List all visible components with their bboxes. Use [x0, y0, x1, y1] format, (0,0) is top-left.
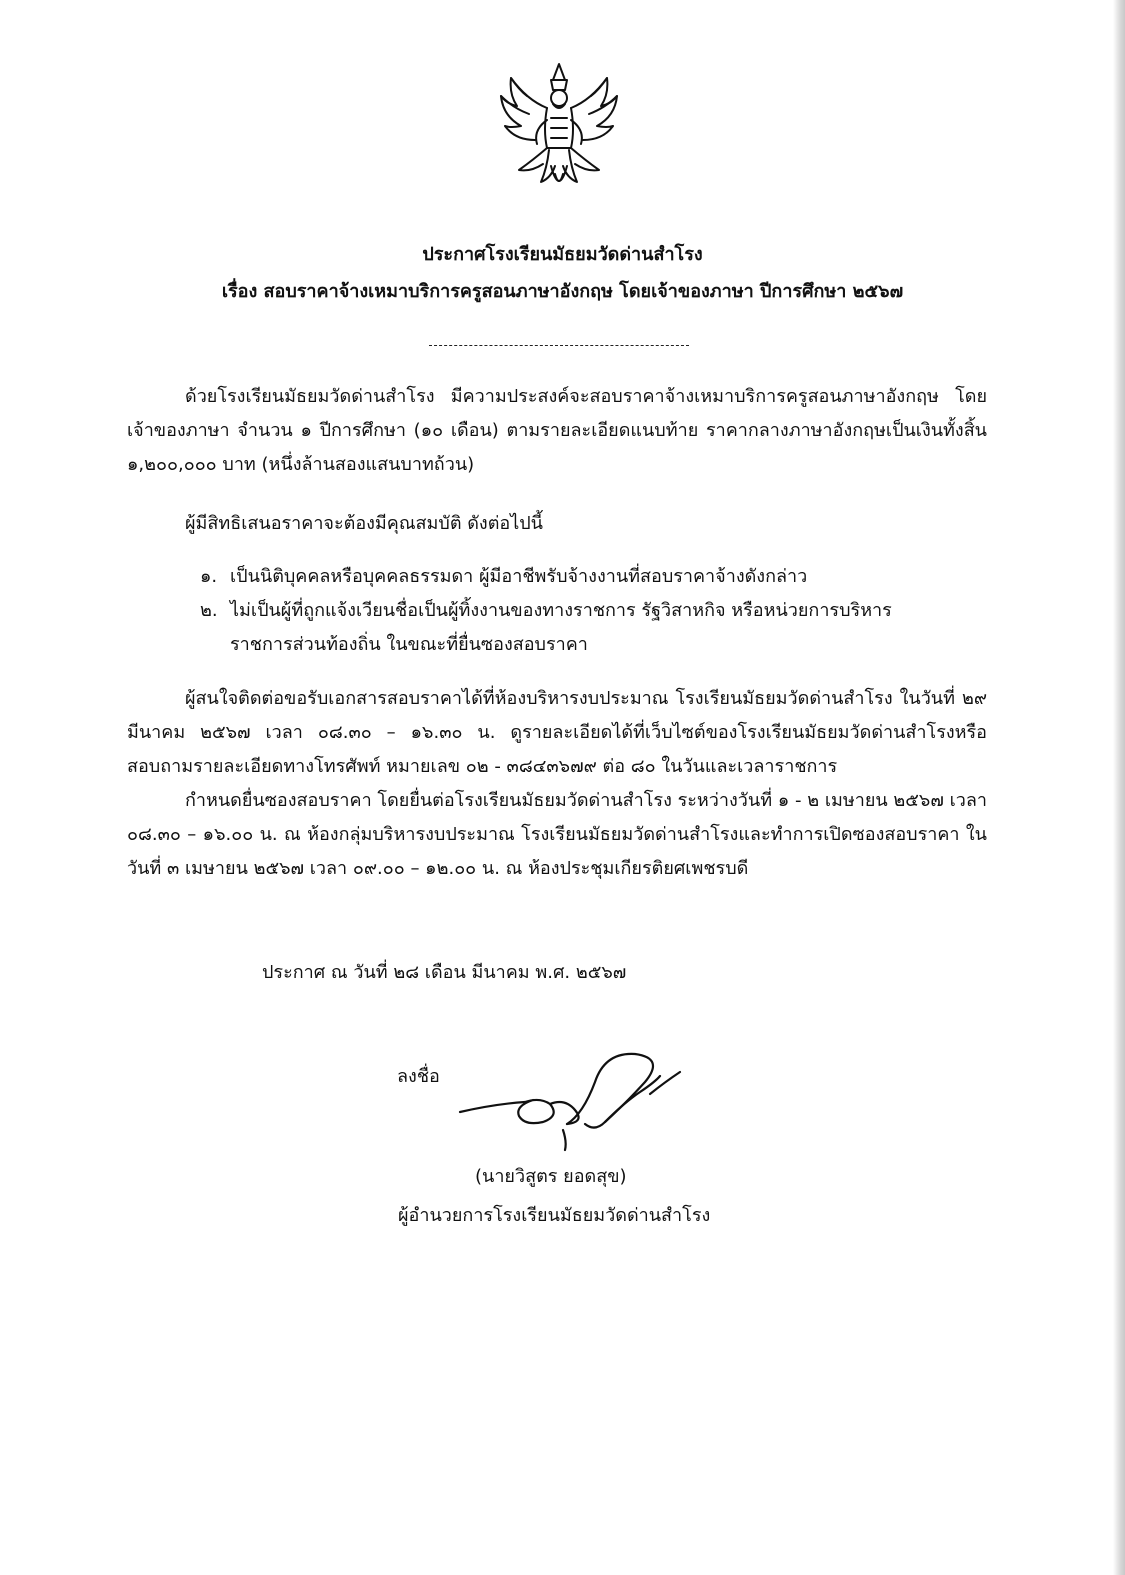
- signature-label: ลงชื่อ: [397, 1066, 440, 1087]
- handwritten-signature: [455, 1042, 695, 1162]
- submission-paragraph: กำหนดยื่นซองสอบราคา โดยยื่นต่อโรงเรียนมัธยมวัดด่านสำโรง ระหว่างวันที่ ๑ - ๒ เมษายน ๒๕๖๗ เวลา ๐๘.๓๐ – ๑๖.๐๐ น. ณ ห้องกลุ่มบริหารงบประมาณ โรงเรียนมัธยมวัดด่านสำโรงและทำการเปิดซองสอบราคา ในวันที่ ๓ เมษายน ๒๕๖๗ เวลา ๐๙.๐๐ – ๑๒.๐๐ น. ณ ห้องประชุมเกียรติยศเพชรบดี: [127, 790, 987, 879]
- intro-text: ด้วยโรงเรียนมัธยมวัดด่านสำโรง มีความประสงค์จะสอบราคาจ้างเหมาบริการครูสอนภาษาอังกฤษ โดยเจ้าของภาษา จำนวน ๑ ปีการศึกษา (๑๐ เดือน) ตามรายละเอียดแนบท้าย ราคากลางภาษาอังกฤษเป็นเงินทั้งสิ้น ๑,๒๐๐,๐๐๐ บาท (หนึ่งล้านสองแสนบาทถ้วน): [127, 386, 987, 475]
- announcement-subject: เรื่อง สอบราคาจ้างเหมาบริการครูสอนภาษาอังกฤษ โดยเจ้าของภาษา ปีการศึกษา ๒๕๖๗: [221, 281, 904, 302]
- intro-paragraph: [127, 380, 987, 482]
- garuda-emblem-icon: [497, 60, 621, 200]
- scan-edge-shadow: [1113, 0, 1125, 1575]
- item-text: เป็นนิติบุคคลหรือบุคคลธรรมดา ผู้มีอาชีพรับจ้างงานที่สอบราคาจ้างดังกล่าว: [230, 566, 808, 587]
- qualification-item-1: [200, 560, 990, 594]
- title-divider: [429, 345, 689, 346]
- item-number: ๒.: [200, 600, 218, 621]
- signatory-name: (นายวิสูตร ยอดสุข): [475, 1166, 627, 1187]
- announcement-title: ประกาศโรงเรียนมัธยมวัดด่านสำโรง: [422, 244, 703, 265]
- contact-paragraph: ผู้สนใจติดต่อขอรับเอกสารสอบราคาได้ที่ห้องบริหารงบประมาณ โรงเรียนมัธยมวัดด่านสำโรง ในวันที่ ๒๙ มีนาคม ๒๕๖๗ เวลา ๐๘.๓๐ – ๑๖.๓๐ น. ดูรายละเอียดได้ที่เว็บไซต์ของโรงเรียนมัธยมวัดด่านสำโรงหรือสอบถามรายละเอียดทางโทรศัพท์ หมายเลข ๐๒ - ๓๘๔๓๖๗๙ ต่อ ๘๐ ในวันและเวลาราชการ: [127, 688, 987, 777]
- signatory-position: ผู้อำนวยการโรงเรียนมัธยมวัดด่านสำโรง: [398, 1205, 711, 1226]
- details-section: [127, 682, 987, 886]
- item-number: ๑.: [200, 566, 218, 587]
- announce-date: ประกาศ ณ วันที่ ๒๘ เดือน มีนาคม พ.ศ. ๒๕๖๗: [262, 962, 627, 983]
- item-text: ไม่เป็นผู้ที่ถูกแจ้งเวียนชื่อเป็นผู้ทิ้งงานของทางราชการ รัฐวิสาหกิจ หรือหน่วยการบริหารราชการส่วนท้องถิ่น ในขณะที่ยื่นซองสอบราคา: [230, 600, 892, 655]
- qualification-item-2: [200, 594, 920, 662]
- qualifications-heading: ผู้มีสิทธิเสนอราคาจะต้องมีคุณสมบัติ ดังต่อไปนี้: [185, 513, 543, 534]
